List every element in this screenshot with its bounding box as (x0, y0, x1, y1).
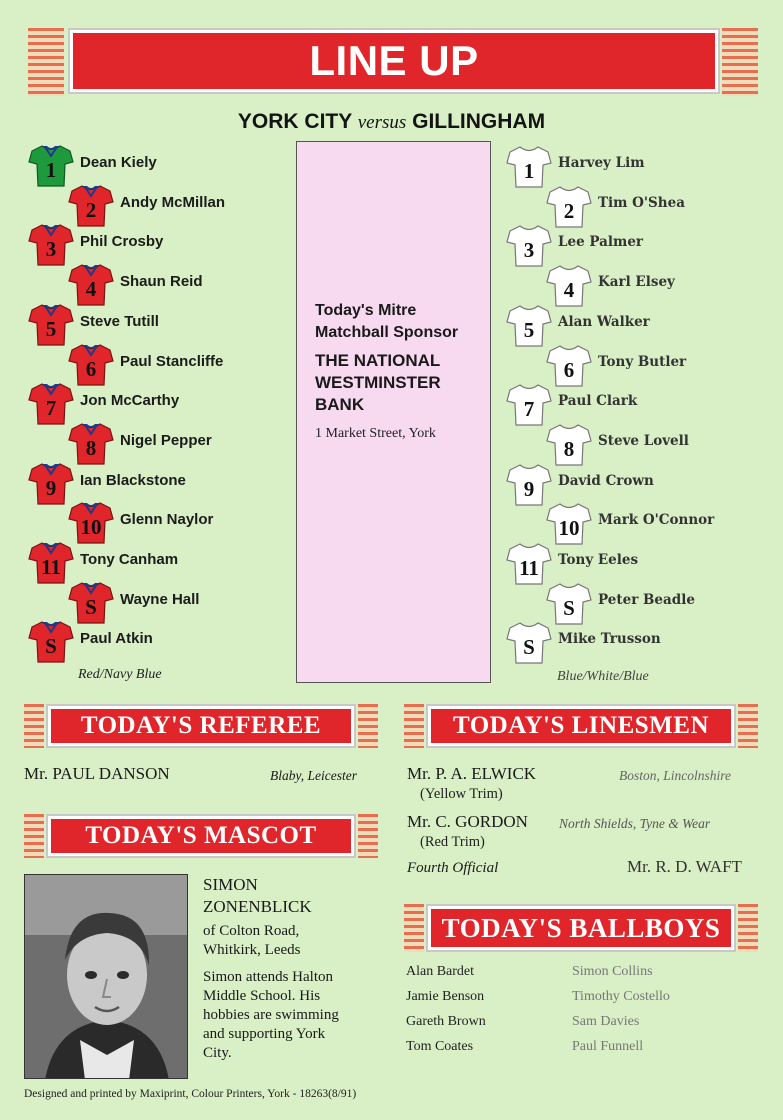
player-name: Peter Beadle (598, 591, 695, 608)
player-name: David Crown (558, 472, 654, 489)
player-name: Andy McMillan (120, 193, 226, 211)
mascot-address-line: of Colton Road, (203, 923, 300, 939)
ballboys-decoration-left (404, 904, 424, 952)
away-team-name: GILLINGHAM (412, 110, 546, 133)
linesman-1-name: Mr. P. A. ELWICK (407, 764, 537, 783)
player-name: Harvey Lim (558, 155, 645, 171)
player-name: Nigel Pepper (120, 431, 212, 449)
title-decoration-left (28, 28, 64, 96)
player-name: Lee Palmer (558, 234, 644, 251)
player-name: Paul Clark (558, 393, 638, 410)
mascot-first-name: SIMON (203, 875, 258, 894)
player-name: Tony Butler (598, 353, 687, 370)
player-name: Jon McCarthy (80, 392, 180, 410)
away-kit-colors: Blue/White/Blue (557, 669, 649, 684)
shirt-number: 11 (519, 556, 539, 580)
sponsor-address: 1 Market Street, York (315, 426, 436, 441)
mascot-bio-line: Simon attends Halton (203, 969, 333, 985)
mascot-banner (48, 816, 354, 856)
shirt-number: 1 (523, 159, 535, 183)
sponsor-company: THE NATIONAL WESTMINSTER BANK (315, 351, 441, 414)
referee-decoration-left (24, 704, 44, 748)
player-name: Phil Crosby (80, 233, 164, 251)
ballboy-name: Timothy Costello (572, 989, 670, 1004)
mascot-portrait (25, 875, 188, 1079)
mascot-bio-line: and supporting York (203, 1026, 326, 1042)
shirt-number: 3 (523, 238, 535, 263)
shirt-number: 10 (558, 516, 580, 541)
sponsor-heading: Today's Mitre Matchball Sponsor (315, 302, 459, 341)
mascot-address (203, 922, 300, 960)
shirt-number: 2 (85, 197, 97, 222)
referee-decoration-right (358, 704, 378, 748)
shirt-number: 6 (563, 357, 575, 382)
ballboy-name: Jamie Benson (406, 989, 485, 1004)
shirt-number: 8 (563, 436, 575, 461)
mascot-decoration-right (358, 814, 378, 858)
shirt-number: S (85, 594, 97, 619)
player-name: Tony Eeles (558, 552, 639, 568)
linesman-1-trim: (Yellow Trim) (420, 786, 503, 802)
home-team-name: YORK CITY (237, 110, 352, 133)
fourth-official-label: Fourth Official (407, 860, 499, 876)
player-name: Glenn Naylor (120, 511, 214, 529)
player-name: Steve Tutill (80, 312, 159, 330)
player-name: Mike Trusson (558, 631, 661, 648)
player-name: Tim O'Shea (598, 194, 685, 211)
shirt-number: 8 (85, 435, 97, 460)
mascot-heading: TODAY'S MASCOT (85, 822, 317, 849)
shirt-number: 9 (45, 475, 57, 500)
mascot-photo (24, 874, 188, 1079)
shirt-number: 4 (563, 278, 575, 303)
mascot-bio-line: City. (203, 1045, 232, 1061)
ballboy-name: Simon Collins (572, 964, 653, 979)
shirt-number: 1 (45, 158, 57, 182)
player-name: Wayne Hall (120, 590, 200, 608)
shirt-number: 5 (523, 317, 535, 342)
shirt-number: S (523, 635, 535, 660)
player-name: Mark O'Connor (598, 512, 715, 529)
mascot-decoration-left (24, 814, 44, 858)
ballboy-name: Tom Coates (406, 1039, 474, 1054)
mascot-surname: ZONENBLICK (203, 897, 312, 916)
ballboys-banner (428, 906, 734, 950)
footer-credit: Designed and printed by Maxiprint, Colour Printers, York - 18263(8/91) (24, 1088, 357, 1100)
shirt-number: 11 (41, 555, 61, 579)
linesmen-decoration-left (404, 704, 424, 748)
referee-heading: TODAY'S REFEREE (80, 712, 322, 739)
mascot-bio (203, 968, 339, 1063)
page-title: LINE UP (309, 37, 479, 84)
linesman-2-trim: (Red Trim) (420, 834, 485, 850)
mascot-name (203, 874, 312, 918)
shirt-number: 4 (85, 277, 97, 302)
player-name: Paul Atkin (80, 630, 153, 648)
shirt-number: 2 (563, 198, 575, 223)
linesmen-banner (428, 706, 734, 746)
ballboy-name: Alan Bardet (406, 964, 475, 979)
title-decoration-right (722, 28, 758, 96)
shirt-number: 5 (45, 316, 57, 341)
player-name: Paul Stancliffe (120, 352, 224, 370)
player-name: Alan Walker (558, 313, 650, 330)
mascot-address-line: Whitkirk, Leeds (203, 942, 301, 958)
shirt-number: 10 (80, 515, 102, 540)
ballboy-name: Sam Davies (572, 1014, 640, 1029)
player-name: Shaun Reid (120, 273, 203, 291)
ballboy-name: Gareth Brown (406, 1014, 486, 1029)
shirt-number: 7 (45, 396, 57, 421)
linesman-2-name: Mr. C. GORDON (407, 812, 528, 831)
shirt-number: S (563, 595, 575, 620)
player-name: Dean Kiely (80, 154, 157, 171)
ballboys-decoration-right (738, 904, 758, 952)
referee-banner (48, 706, 354, 746)
ballboys-heading: TODAY'S BALLBOYS (441, 913, 721, 943)
linesmen-heading: TODAY'S LINESMEN (453, 712, 709, 739)
shirt-number: 7 (523, 397, 535, 422)
mascot-bio-line: hobbies are swimming (203, 1007, 339, 1023)
match-heading (0, 110, 783, 134)
player-name: Karl Elsey (598, 274, 675, 291)
fourth-official-name: Mr. R. D. WAFT (627, 857, 742, 876)
linesman-2-place: North Shields, Tyne & Wear (559, 816, 711, 831)
mascot-bio-line: Middle School. His (203, 988, 321, 1004)
ballboy-name: Paul Funnell (572, 1039, 644, 1054)
player-name: Ian Blackstone (80, 471, 186, 489)
shirt-number: 9 (523, 476, 535, 501)
player-name: Steve Lovell (598, 432, 689, 449)
sponsor-box (296, 141, 491, 683)
home-kit-colors: Red/Navy Blue (78, 667, 162, 682)
player-name: Tony Canham (80, 551, 179, 568)
shirt-number: 6 (85, 356, 97, 381)
shirt-number: S (45, 634, 57, 659)
referee-name: Mr. PAUL DANSON (24, 764, 170, 783)
linesmen-decoration-right (738, 704, 758, 748)
referee-place: Blaby, Leicester (270, 768, 357, 783)
linesman-1-place: Boston, Lincolnshire (619, 768, 732, 783)
versus-label: versus (357, 112, 407, 133)
shirt-number: 3 (45, 237, 57, 262)
title-banner (70, 30, 718, 92)
